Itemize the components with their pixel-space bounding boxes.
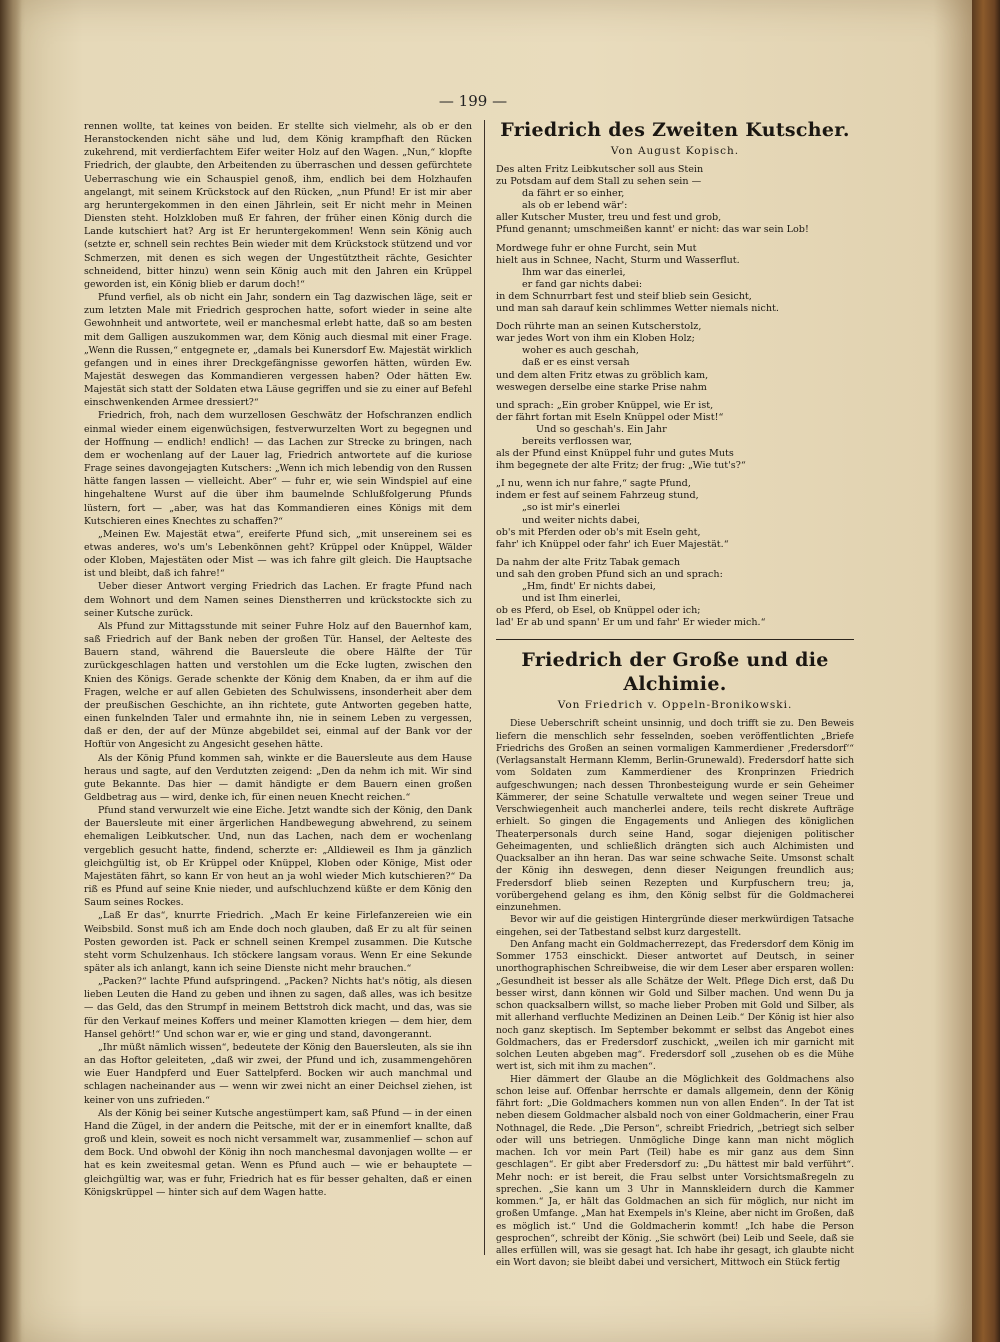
poem-line: hielt aus in Schnee, Nacht, Sturm und Wasserflut.	[496, 254, 740, 266]
poem-line: bereits verflossen war,	[522, 435, 633, 447]
article-paragraph: Diese Ueberschrift scheint unsinnig, und doch trifft sie zu. Den Beweis liefern die menschlich sehr fesselnden, soeben veröffentlichten „Briefe Friedrichs des Großen an seinen vormaligen Kammerdiener ‚Fredersdorf‘“ (Verlagsanstalt Hermann Klemm, Berlin-Grunewald). Fredersdorf hatte sich vom Soldaten zum Kammerdiener des Kronprinzen Friedrich aufgeschwungen; nach dessen Thronbesteigung wurde er sein Geheimer Kämmerer, der seine Schatulle verwaltete und wegen seiner Treue und Verschwiegenheit auch mancherlei andere, teils recht diskrete Aufträge erhielt. So gingen die Engagements und Anliegen des königlichen Theaterpersonals durch seine Hand, sogar diejenigen politischer Geheimagenten, und schließlich drängten sich auch Alchimisten und Quacksalber an ihn heran. Das war seine schwache Seite. Umsonst schalt der König ihn deswegen, denn dieser Neigungen freundlich aus; Fredersdorf blieb seinen Rezepten und Kurpfuschern treu; ja, vorübergehend gelang es ihm, den König selbst für die Goldmacherei einzunehmen.	[496, 718, 854, 914]
article-paragraph: Den Anfang macht ein Goldmacherrezept, das Fredersdorf dem König im Sommer 1753 einschickt. Dieser antwortet auf Deutsch, in seiner unorthographischen Schreibweise, die wir dem Leser aber ersparen wollen: „Gesundheit ist besser als alle Schätze der Welt. Pflege Dich erst, daß Du besser wirst, dann können wir Gold und Silber machen. Und wenn Du ja schon quacksalbern willst, so mache lieber Proben mit Gold und Silber, als mit allerhand verfluchte Medizinen an Deinen Leib.“ Der König ist hier also noch ganz skeptisch. Im September bekommt er selbst das Angebot eines Goldmachers, das er Fredersdorf zuschickt, „weilen ich mir garnicht mit solchen Leuten abgeben mag“. Fredersdorf soll „zusehen ob es die Mühe wert ist, sich mit ihm zu machen“.	[496, 938, 854, 1073]
story-paragraph: Friedrich, froh, nach dem wurzellosen Geschwätz der Hofschranzen endlich einmal wieder einem eigenwüchsigen, festverwurzelten Wort zu begegnen und der Hoffnung — endlich! endlich! — das Lachen zur Strecke zu bringen, nach dem er wochenlang auf der Lauer lag, Friedrich antwortete auf die kuriose Frage seines davongejagten Kutschers: „Wenn ich mich lebendig von den Russen hätte fangen lassen — vielleicht. Aber“ — fuhr er, wie sein Windspiel auf eine hingehaltene Wurst auf die über ihm baumelnde Schlußfolgerung Pfunds lüstern, fort — „aber, was hat das Kommandieren eines Königs mit dem Kutschieren eines Knechtes zu schaffen?“	[84, 410, 472, 527]
article-paragraph: Bevor wir auf die geistigen Hintergründe dieser merkwürdigen Tatsache eingehen, sei der Tatbestand selbst kurz dargestellt.	[496, 914, 854, 938]
story-paragraph: Pfund verfiel, als ob nicht ein Jahr, sondern ein Tag dazwischen läge, seit er zum letzten Male mit Friedrich gesprochen hatte, sofort wieder in seine alte Gewohnheit und antwortete, weil er manchesmal erlebt hatte, daß so am besten mit dem Galligen auszukommen war, dem König auch diesmal mit einer Frage. „Wenn die Russen,“ entgegnete er, „damals bei Kunersdorf Ew. Majestät wirklich gefangen und in eines ihrer Dreckgefängnisse geworfen hätten, würden Ew. Majestät deswegen das Kommandieren vergessen haben? Oder hätten Ew. Majestät sich statt der Soldaten etwa Läuse gegriffen und sie zu einer auf Befehl einschwenkenden Armee dressiert?“	[84, 292, 472, 409]
poem-line: indem er fest auf seinem Fahrzeug stund,	[496, 490, 699, 502]
poem-line: ihm begegnete der alte Fritz; der frug: „Wie tut's?“	[496, 460, 746, 472]
poem-body	[496, 164, 854, 629]
story-paragraph: „Ihr müßt nämlich wissen“, bedeutete der König den Bauersleuten, als sie ihn an das Hoftor geleiteten, „daß wir zwei, der Pfund und ich, zusammengehören wie Euer Handpferd und Euer Sattelpferd. Bocken wir auch manchmal und schlagen nacheinander aus — wenn wir zwei nicht an einer Deichsel ziehen, ist keiner von uns zufrieden.“	[84, 1041, 472, 1106]
poem-line: „I nu, wenn ich nur fahre,“ sagte Pfund,	[496, 478, 691, 490]
poem-line: und dem alten Fritz etwas zu gröblich kam,	[496, 369, 709, 381]
poem-line: in dem Schnurrbart fest und steif blieb sein Gesicht,	[496, 290, 752, 302]
poem-line: ob's mit Pferden oder ob's mit Eseln geht,	[496, 526, 701, 538]
poem-author: Von August Kopisch.	[610, 145, 740, 157]
poem-line: Des alten Fritz Leibkutscher soll aus Stein	[496, 164, 704, 175]
left-column-story	[84, 120, 472, 1260]
story-paragraph: rennen wollte, tat keines von beiden. Er stellte sich vielmehr, als ob er den Heranstockenden nicht sähe und lud, dem König krampfhaft den Rücken zukehrend, mit verdierfachtem Eifer weiter Holz auf den Wagen. „Nun,“ klopfte Friedrich, der glaubte, den Arbeitenden zu überraschen und dessen gefürchtete Ueberraschung wie ein Schauspiel genoß, ihm, endlich bei dem Holzhaufen angelangt, mit seinem Krückstock auf den Rücken, „nun Pfund! Er ist mir aber arg heruntergekommen in den einen Jährlein, seit Er nicht mehr in Meinen Diensten steht. Holzkloben muß Er fahren, der früher einen König durch die Lande kutschiert hat? Arg ist Er heruntergekommen! Wenn sein König auch (setzte er, schnell sein rechtes Bein wieder mit dem Krückstock stützend und vor Schmerzen, mit denen es sich wegen der Ungestütztheit rächte, Gesichter schneidend, bitter hinzu) wenn sein König auch mit den Jahren ein Krüppel geworden ist, ein König blieb er darum doch!“	[84, 121, 472, 290]
story-paragraph: Ueber dieser Antwort verging Friedrich das Lachen. Er fragte Pfund nach dem Wohnort und dem Namen seines Dienstherren und krückstockte sich zu seiner Kutsche zurück.	[84, 581, 472, 619]
poem-line: als ob er lebend wär':	[522, 200, 628, 212]
story-paragraph: Als Pfund zur Mittagsstunde mit seiner Fuhre Holz auf den Bauernhof kam, saß Friedrich auf der Bank neben der großen Tür. Hansel, der Aelteste des Bauern stand, während die Bauersleute die obere Hälfte der Tür zurückgeschlagen hatten und verstohlen um die Ecke lugten, zwischen den Knien des Königs. Gerade schenkte der König dem Knaben, da er ihm auf die Fragen, welche er auf allen Gebieten des Schulwissens, insonderheit aber dem der preußischen Geschichte, an ihn richtete, gute Antworten gegeben hatte, einen funkelnden Taler und ermahnte ihn, nie in seinem Leben zu vergessen, daß er den, der auf der Münze abgebildet sei, einmal auf der Bank vor der Hoftür von Angesicht zu Angesicht gesehen hätte.	[84, 620, 472, 751]
book-binding-edge	[972, 0, 1000, 1342]
poem-line: war jedes Wort von ihm ein Kloben Holz;	[496, 333, 695, 345]
poem-line: daß er es einst versah	[522, 357, 630, 369]
story-paragraph: Als der König bei seiner Kutsche angestümpert kam, saß Pfund — in der einen Hand die Zügel, in der andern die Peitsche, mit der er in einemfort knallte, daß groß und klein, soweit es noch nicht versammelt war, zusammenlief — schon auf dem Bock. Und obwohl der König ihn noch manchesmal davonjagen wollte — er hat es kein zweitesmal getan. Wenn es Pfund auch — wie er behauptete — gleichgültig war, was er fuhr, Friedrich hat es für besser gehalten, daß er einen Königskrüppel — hinter sich auf dem Wagen hatte.	[84, 1107, 472, 1198]
poem-line: ob es Pferd, ob Esel, ob Knüppel oder ich;	[496, 605, 701, 617]
section-rule	[496, 639, 854, 640]
poem-line: und weiter nichts dabei,	[522, 514, 641, 526]
poem-line: Pfund genannt; umschmeißen kannt' er nicht: das war sein Lob!	[496, 224, 809, 236]
article-paragraph: Hier dämmert der Glaube an die Möglichkeit des Goldmachens also schon leise auf. Offenbar herrschte er damals allgemein, denn der König fährt fort: „Die Goldmachers kommen nun von allen Enden“. In der Tat ist neben diesem Goldmacher alsbald noch von einer Goldmacherin, einer Frau Nothnagel, die Rede. „Die Person“, schreibt Friedrich, „betriegt sich selber oder will uns betriegen. Unmögliche Dinge kann man nicht möglich machen. Ich vor mein Part (Teil) habe es mir ganz aus dem Sinn geschlagen“. Er gibt aber Fredersdorf zu: „Du hättest mir bald verführt“. Mehr noch: er ist bereit, die Frau selbst unter Vorsichtsmaßregeln zu sprechen. „Sie kann um 3 Uhr in Mannskleidern durch die Kammer kommen.“ Ja, er hält das Goldmachen an sich für möglich, nur nicht im großen Umfange. „Man hat Exempels in's Kleine, aber nicht im Großen, daß es möglich ist.“ Und die Goldmacherin kommt! „Ich habe die Person gesprochen“, schreibt der König. „Sie schwört (bei) Leib und Seele, daß sie alles erfüllen will, was sie gesagt hat. Ich habe ihr gesagt, ich glaubte nicht ein Wort davon; sie bleibt dabei und versichert, Mittwoch ein Stück fertig	[496, 1073, 854, 1269]
poem-line: zu Potsdam auf dem Stall zu sehen sein —	[496, 176, 702, 188]
story-paragraph: Als der König Pfund kommen sah, winkte er die Bauersleute aus dem Hause heraus und sagte, auf den Verdutzten zeigend: „Den da nehm ich mit. Wir sind gute Bekannte. Das hier — damit händigte er dem Bauern einen großen Geldbetrag aus — wird, denke ich, für einen neuen Knecht reichen.“	[84, 752, 472, 803]
column-divider	[484, 120, 485, 1255]
poem-line: aller Kutscher Muster, treu und fest und grob,	[496, 212, 722, 224]
poem-line: und sprach: „Ein grober Knüppel, wie Er ist,	[496, 399, 714, 411]
page-gutter-shadow	[0, 0, 22, 1342]
poem-line: „so ist mir's einerlei	[522, 502, 620, 514]
poem-line: der fährt fortan mit Eseln Knüppel oder Mist!“	[496, 411, 724, 423]
story-paragraph: Pfund stand verwurzelt wie eine Eiche. Jetzt wandte sich der König, den Dank der Bauersleute mit einer ärgerlichen Handbewegung abwehrend, zu seinem ehemaligen Leibkutscher. Und, nun das Lachen, nach dem er wochenlang vergeblich gesucht hatte, findend, scherzte er: „Alldieweil es Ihm ja gänzlich gleichgültig ist, ob Er Krüppel oder Knüppel, Kloben oder Könige, Mist oder Majestäten fährt, so kann Er von heut an ja wohl wieder Mich kutschieren?“ Da riß es Pfund auf seine Knie nieder, und aufschluchzend küßte er dem König den Saum seines Rockes.	[84, 805, 472, 909]
poem-line: lad' Er ab und spann' Er um und fahr' Er wieder mich.“	[496, 617, 766, 629]
article-title: Friedrich der Große und die Alchimie.	[521, 649, 829, 696]
poem-line: Mordwege fuhr er ohne Furcht, sein Mut	[496, 242, 697, 254]
story-paragraph: „Packen?“ lachte Pfund aufspringend. „Packen? Nichts hat's nötig, als diesen lieben Leuten die Hand zu geben und ihnen zu sagen, daß alles, was ich besitze — das Geld, das den Strumpf in meinem Bettstroh dick macht, und das, was sie für den Verkauf meines Koffers und meiner Klamotten kriegen — dem hier, dem Hansel gehört!“ Und schon war er, wie er ging und stand, davongerannt.	[84, 976, 472, 1040]
poem-line: „Hm, findt' Er nichts dabei,	[522, 581, 656, 592]
article-body	[496, 718, 854, 1269]
poem-line: Und so geschah's. Ein Jahr	[536, 423, 667, 435]
story-paragraph: „Meinen Ew. Majestät etwa“, ereiferte Pfund sich, „mit unsereinem sei es etwas anderes, wo's um's Lebenkönnen geht? Krüppel oder Knüppel, Wälder oder Kloben, Majestäten oder Mist — was ich fahre gilt gleich. Die Hauptsache ist und bleibt, daß ich fahre!“	[84, 528, 472, 580]
poem-line: und ist Ihm einerlei,	[522, 593, 621, 605]
poem-line: und man sah darauf kein schlimmes Wetter niemals nicht.	[496, 303, 779, 315]
poem-line: Doch rührte man an seinen Kutscherstolz,	[496, 321, 702, 333]
right-column	[496, 118, 854, 1269]
poem-line: als der Pfund einst Knüppel fuhr und gutes Muts	[496, 448, 734, 460]
poem-title: Friedrich des Zweiten Kutscher.	[500, 119, 850, 141]
story-paragraph: „Laß Er das“, knurrte Friedrich. „Mach Er keine Firlefanzereien wie ein Weibsbild. Sonst muß ich am Ende doch noch glauben, daß Er zu alt für seinen Posten geworden ist. Pack er schnell seinen Krempel zusammen. Die Kutsche steht vorm Schulzenhaus. Ich stöckere langsam voraus. Wenn Er eine Sekunde später als ich anlangt, kann ich seine Dienste nicht mehr brauchen.“	[84, 910, 472, 974]
poem-line: Da nahm der alte Fritz Tabak gemach	[496, 556, 681, 568]
article-author: Von Friedrich v. Oppeln-Bronikowski.	[557, 699, 793, 712]
poem-line: er fand gar nichts dabei:	[522, 278, 643, 290]
poem-line: und sah den groben Pfund sich an und sprach:	[496, 568, 723, 580]
page-number: — 199 —	[438, 92, 508, 110]
poem-line: weswegen derselbe eine starke Prise nahm	[496, 381, 707, 393]
poem-line: Ihm war das einerlei,	[522, 266, 626, 278]
poem-line: woher es auch geschah,	[522, 345, 639, 357]
poem-line: fahr' ich Knüppel oder fahr' ich Euer Majestät.“	[496, 538, 729, 550]
poem-line: da fährt er so einher,	[522, 188, 625, 200]
